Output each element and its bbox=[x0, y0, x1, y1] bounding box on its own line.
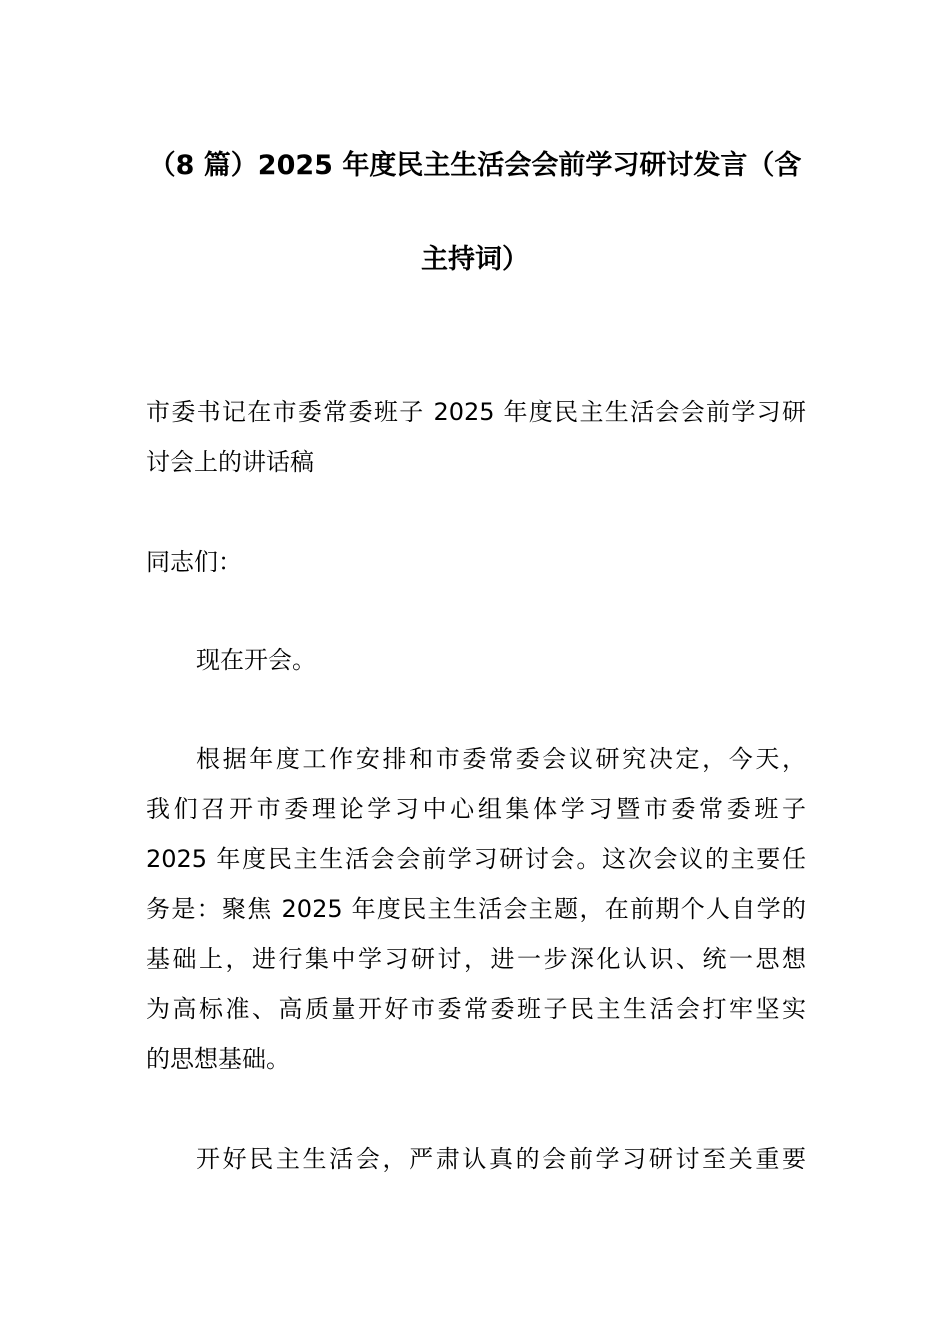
document-title-line-2: 主持词） bbox=[421, 244, 529, 275]
paragraph-2-line-1: 根据年度工作安排和市委常委会议研究决定，今天， bbox=[196, 745, 806, 773]
paragraph-2-line-3: 2025 年度民主生活会会前学习研讨会。这次会议的主要任 bbox=[146, 845, 806, 873]
paragraph-2-line-5: 基础上，进行集中学习研讨，进一步深化认识、统一思想 bbox=[146, 945, 806, 973]
salutation: 同志们： bbox=[146, 548, 242, 576]
paragraph-2-line-7: 的思想基础。 bbox=[146, 1045, 290, 1073]
paragraph-3-line-1: 开好民主生活会，严肃认真的会前学习研讨至关重要 bbox=[196, 1145, 806, 1173]
paragraph-1: 现在开会。 bbox=[196, 646, 316, 674]
document-title-line-1: （8 篇）2025 年度民主生活会会前学习研讨发言（含 bbox=[148, 150, 802, 181]
subtitle-line-1: 市委书记在市委常委班子 2025 年度民主生活会会前学习研 bbox=[146, 398, 806, 426]
paragraph-2-line-4: 务是：聚焦 2025 年度民主生活会主题，在前期个人自学的 bbox=[146, 895, 806, 923]
paragraph-2-line-2: 我们召开市委理论学习中心组集体学习暨市委常委班子 bbox=[146, 795, 806, 823]
subtitle-line-2: 讨会上的讲话稿 bbox=[146, 448, 314, 476]
paragraph-2-line-6: 为高标准、高质量开好市委常委班子民主生活会打牢坚实 bbox=[146, 995, 806, 1023]
